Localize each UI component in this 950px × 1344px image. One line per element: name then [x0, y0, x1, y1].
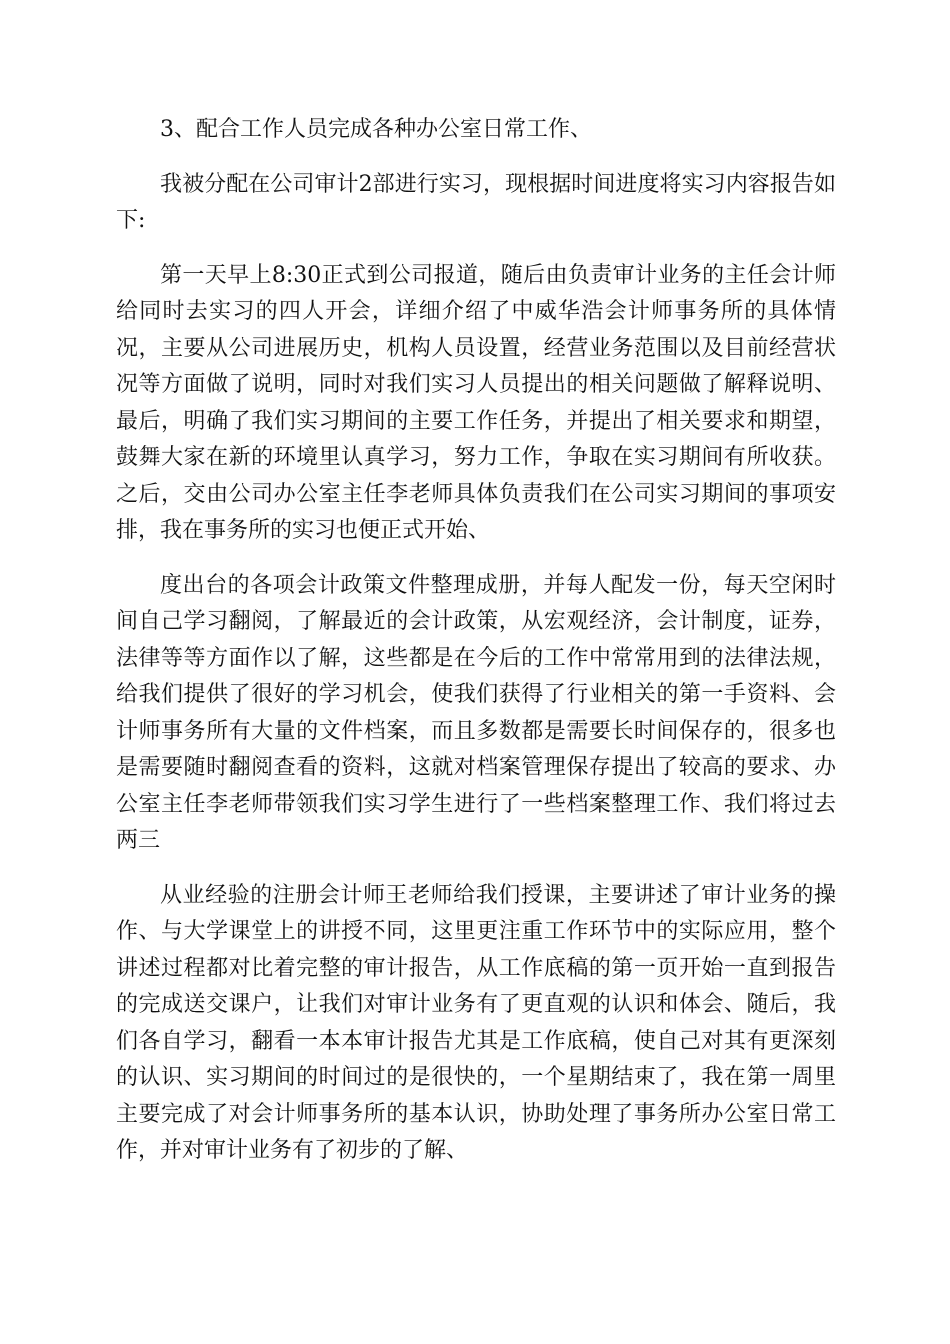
paragraph-1: 3、配合工作人员完成各种办公室日常工作、 — [160, 117, 592, 142]
paragraph-5: 从业经验的注册会计师王老师给我们授课，主要讲述了审计业务的操作、与大学课堂上的讲授不同，这里更注重工作环节中的实际应用，整个讲述过程都对比着完整的审计报告，从工作底稿的第一页开始一直到报告的完成送交课户，让我们对审计业务有了更直观的认识和体会、随后，我们各自学习，翻看一本本审计报告尤其是工作底稿，使自己对其有更深刻的认识、实习期间的时间过的是很快的，一个星期结束了，我在第一周里主要完成了对会计师事务所的基本认识，协助处理了事务所办公室日常工作，并对审计业务有了初步的了解、 — [116, 882, 836, 1163]
paragraph-4: 度出台的各项会计政策文件整理成册，并每人配发一份，每天空闲时间自己学习翻阅，了解最近的会计政策，从宏观经济，会计制度，证券，法律等等方面作以了解，这些都是在今后的工作中常常用到的法律法规，给我们提供了很好的学习机会，使我们获得了行业相关的第一手资料、会计师事务所有大量的文件档案，而且多数都是需要长时间保存的，很多也是需要随时翻阅查看的资料，这就对档案管理保存提出了较高的要求、办公室主任李老师带领我们实习学生进行了一些档案整理工作、我们将过去两三 — [116, 572, 836, 853]
paragraph-3: 第一天早上8:30正式到公司报道，随后由负责审计业务的主任会计师给同时去实习的四人开会，详细介绍了中威华浩会计师事务所的具体情况，主要从公司进展历史，机构人员设置，经营业务范围以及目前经营状况等方面做了说明，同时对我们实习人员提出的相关问题做了解释说明、最后，明确了我们实习期间的主要工作任务，并提出了相关要求和期望，鼓舞大家在新的环境里认真学习，努力工作，争取在实习期间有所收获。之后，交由公司办公室主任李老师具体负责我们在公司实习期间的事项安排，我在事务所的实习也便正式开始、 — [116, 262, 836, 543]
document-body — [116, 112, 836, 1188]
paragraph-2: 我被分配在公司审计2部进行实习，现根据时间进度将实习内容报告如下: — [116, 171, 836, 233]
